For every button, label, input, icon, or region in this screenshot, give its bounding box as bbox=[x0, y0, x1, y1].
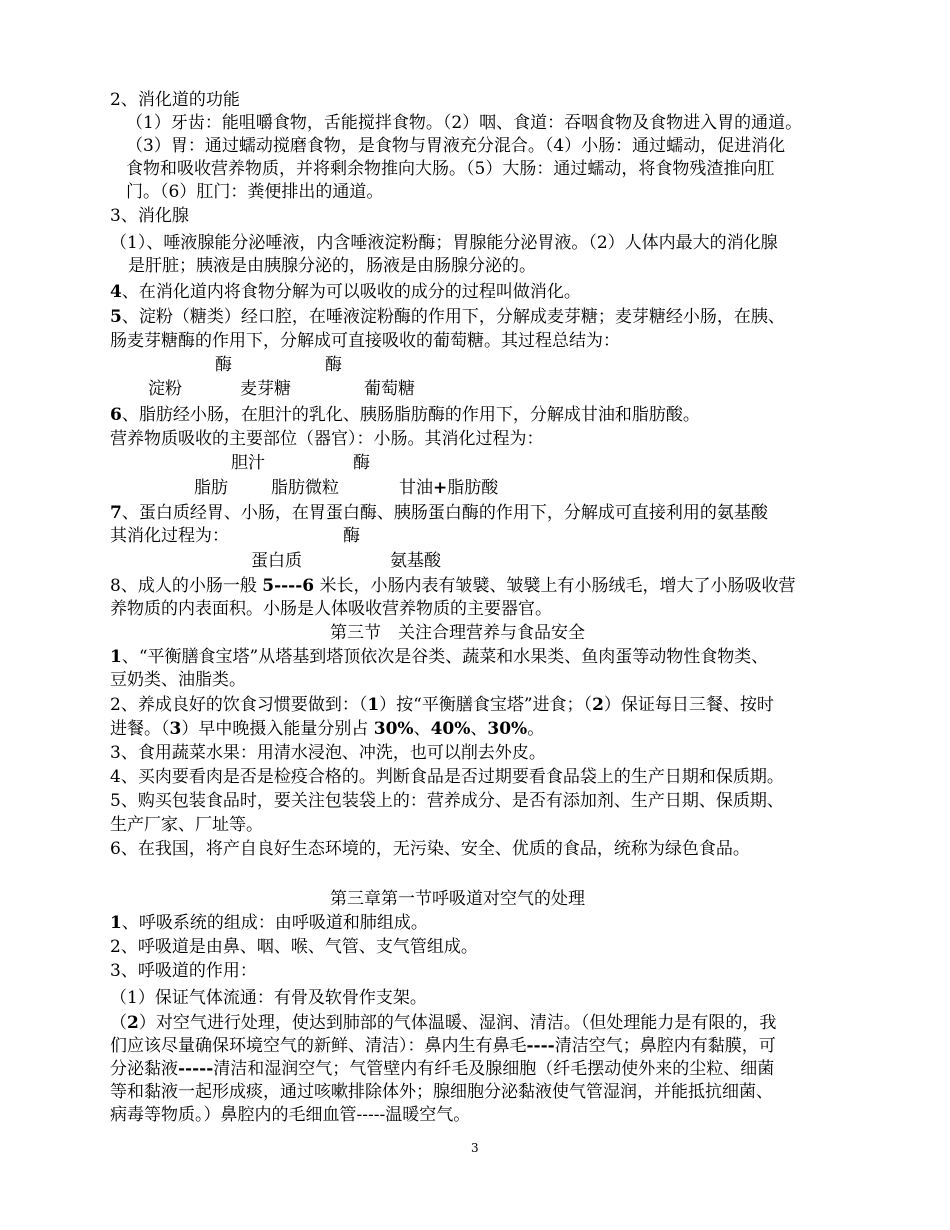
text-line: 生产厂家、厂址等。 bbox=[110, 815, 263, 835]
item-number: 6 bbox=[110, 405, 122, 425]
item-number: 7 bbox=[110, 503, 122, 523]
enzyme-label: 酶 bbox=[215, 355, 232, 375]
process-term-glucose: 葡萄糖 bbox=[364, 379, 415, 399]
item-number: 1 bbox=[110, 913, 122, 933]
item-number: 5 bbox=[110, 307, 122, 327]
text-line: 2、养成良好的饮食习惯要做到：（1）按“平衡膳食宝塔”进食；（2）保证每日三餐、按时 bbox=[110, 695, 774, 715]
text-line: 是肝脏；胰液是由胰腺分泌的，肠液是由肠腺分泌的。 bbox=[128, 256, 536, 276]
item-number: 1 bbox=[110, 647, 122, 667]
text-line: 分泌黏液-----清洁和湿润空气；气管壁内有纤毛及腺细胞（纤毛摆动使外来的尘粒、细菌 bbox=[110, 1059, 775, 1079]
text-line: （1）、唾液腺能分泌唾液，内含唾液淀粉酶；胃腺能分泌胃液。（2）人体内最大的消化腺 bbox=[110, 233, 778, 253]
page-number: 3 bbox=[471, 1141, 479, 1155]
text-line: （2）对空气进行处理，使达到肺部的气体温暖、湿润、清洁。（但处理能力是有限的，我 bbox=[110, 1013, 777, 1033]
heading-digestive-tract-function: 2、消化道的功能 bbox=[110, 90, 240, 110]
text-line: 3、呼吸道的作用： bbox=[110, 961, 257, 981]
text-line: 4、在消化道内将食物分解为可以吸收的成分的过程叫做消化。 bbox=[110, 282, 581, 302]
text-line: 8、成人的小肠一般 5----6 米长，小肠内表有皱襞、皱襞上有小肠绒毛，增大了小肠吸收营 bbox=[110, 576, 796, 596]
text-line: 6、在我国，将产自良好生态环境的，无污染、安全、优质的食品，统称为绿色食品。 bbox=[110, 839, 750, 859]
process-term-fat: 脂肪 bbox=[194, 478, 228, 498]
text-line: （3）胃：通过蠕动搅磨食物，是食物与胃液充分混合。（4）小肠：通过蠕动，促进消化 bbox=[126, 136, 786, 156]
text-line: 病毒等物质。）鼻腔内的毛细血管-----温暖空气。 bbox=[110, 1105, 471, 1125]
text-line: 3、食用蔬菜水果：用清水浸泡、冲洗，也可以削去外皮。 bbox=[110, 743, 546, 763]
text-line: 肠麦芽糖酶的作用下，分解成可直接吸收的葡萄糖。其过程总结为： bbox=[110, 331, 620, 351]
text-line: 6、脂肪经小肠，在胆汁的乳化、胰肠脂肪酶的作用下，分解成甘油和脂肪酸。 bbox=[110, 405, 700, 425]
enzyme-label: 酶 bbox=[325, 355, 342, 375]
heading-digestive-glands: 3、消化腺 bbox=[110, 206, 189, 226]
text-line: 豆奶类、油脂类。 bbox=[110, 670, 246, 690]
process-term-amino-acid: 氨基酸 bbox=[390, 551, 441, 571]
text-line: 7、蛋白质经胃、小肠，在胃蛋白酶、胰肠蛋白酶的作用下，分解成可直接利用的氨基酸 bbox=[110, 503, 768, 523]
text-line: 等和黏液一起形成痰，通过咳嗽排除体外；腺细胞分泌黏液使气管湿润，并能抵抗细菌、 bbox=[110, 1082, 773, 1102]
process-term-protein: 蛋白质 bbox=[251, 551, 302, 571]
text-line: 2、呼吸道是由鼻、咽、喉、气管、支气管组成。 bbox=[110, 937, 478, 957]
process-term-glycerol-fatty-acid: 甘油+脂肪酸 bbox=[399, 478, 499, 498]
text-line: 1、“平衡膳食宝塔”从塔基到塔顶依次是谷类、蔬菜和水果类、鱼肉蛋等动物性食物类、 bbox=[110, 647, 769, 667]
text-line: 4、买肉要看肉是否是检疫合格的。判断食品是否过期要看食品袋上的生产日期和保质期。 bbox=[110, 767, 784, 787]
process-term-maltose: 麦芽糖 bbox=[240, 379, 291, 399]
process-term-starch: 淀粉 bbox=[148, 379, 182, 399]
text-line: （1）牙齿：能咀嚼食物，舌能搅拌食物。（2）咽、食道：吞咽食物及食物进入胃的通道。 bbox=[126, 113, 803, 133]
item-number: 4 bbox=[110, 282, 122, 302]
enzyme-label: 酶 bbox=[353, 453, 370, 473]
text-line: 门。（6）肛门：粪便排出的通道。 bbox=[126, 182, 384, 202]
text-line: 其消化过程为： bbox=[110, 526, 229, 546]
process-term-fat-particles: 脂肪微粒 bbox=[271, 478, 339, 498]
text-line: 营养物质吸收的主要部位（器官）：小肠。其消化过程为： bbox=[110, 429, 544, 449]
section-heading: 第三节 关注合理营养与食品安全 bbox=[330, 623, 585, 643]
chapter-heading: 第三章第一节呼吸道对空气的处理 bbox=[330, 889, 585, 909]
text-line: 养物质的内表面积。小肠是人体吸收营养物质的主要器官。 bbox=[110, 599, 552, 619]
text-line: 5、淀粉（糖类）经口腔，在唾液淀粉酶的作用下，分解成麦芽糖；麦芽糖经小肠，在胰、 bbox=[110, 307, 785, 327]
text-line: 5、购买包装食品时，要关注包装袋上的：营养成分、是否有添加剂、生产日期、保质期、 bbox=[110, 791, 784, 811]
text-line: 进餐。（3）早中晚摄入能量分别占 30%、40%、30%。 bbox=[110, 719, 545, 739]
text-line: 食物和吸收营养物质，并将剩余物推向大肠。（5）大肠：通过蠕动，将食物残渣推向肛 bbox=[126, 159, 775, 179]
bile-label: 胆汁 bbox=[231, 453, 265, 473]
text-line: （1）保证气体流通：有骨及软骨作支架。 bbox=[110, 988, 427, 1008]
text-line: 1、呼吸系统的组成：由呼吸道和肺组成。 bbox=[110, 913, 428, 933]
text-line: 们应该尽量确保环境空气的新鲜、清洁）：鼻内生有鼻毛----清洁空气；鼻腔内有黏膜，可 bbox=[110, 1036, 776, 1056]
enzyme-label: 酶 bbox=[343, 526, 360, 546]
